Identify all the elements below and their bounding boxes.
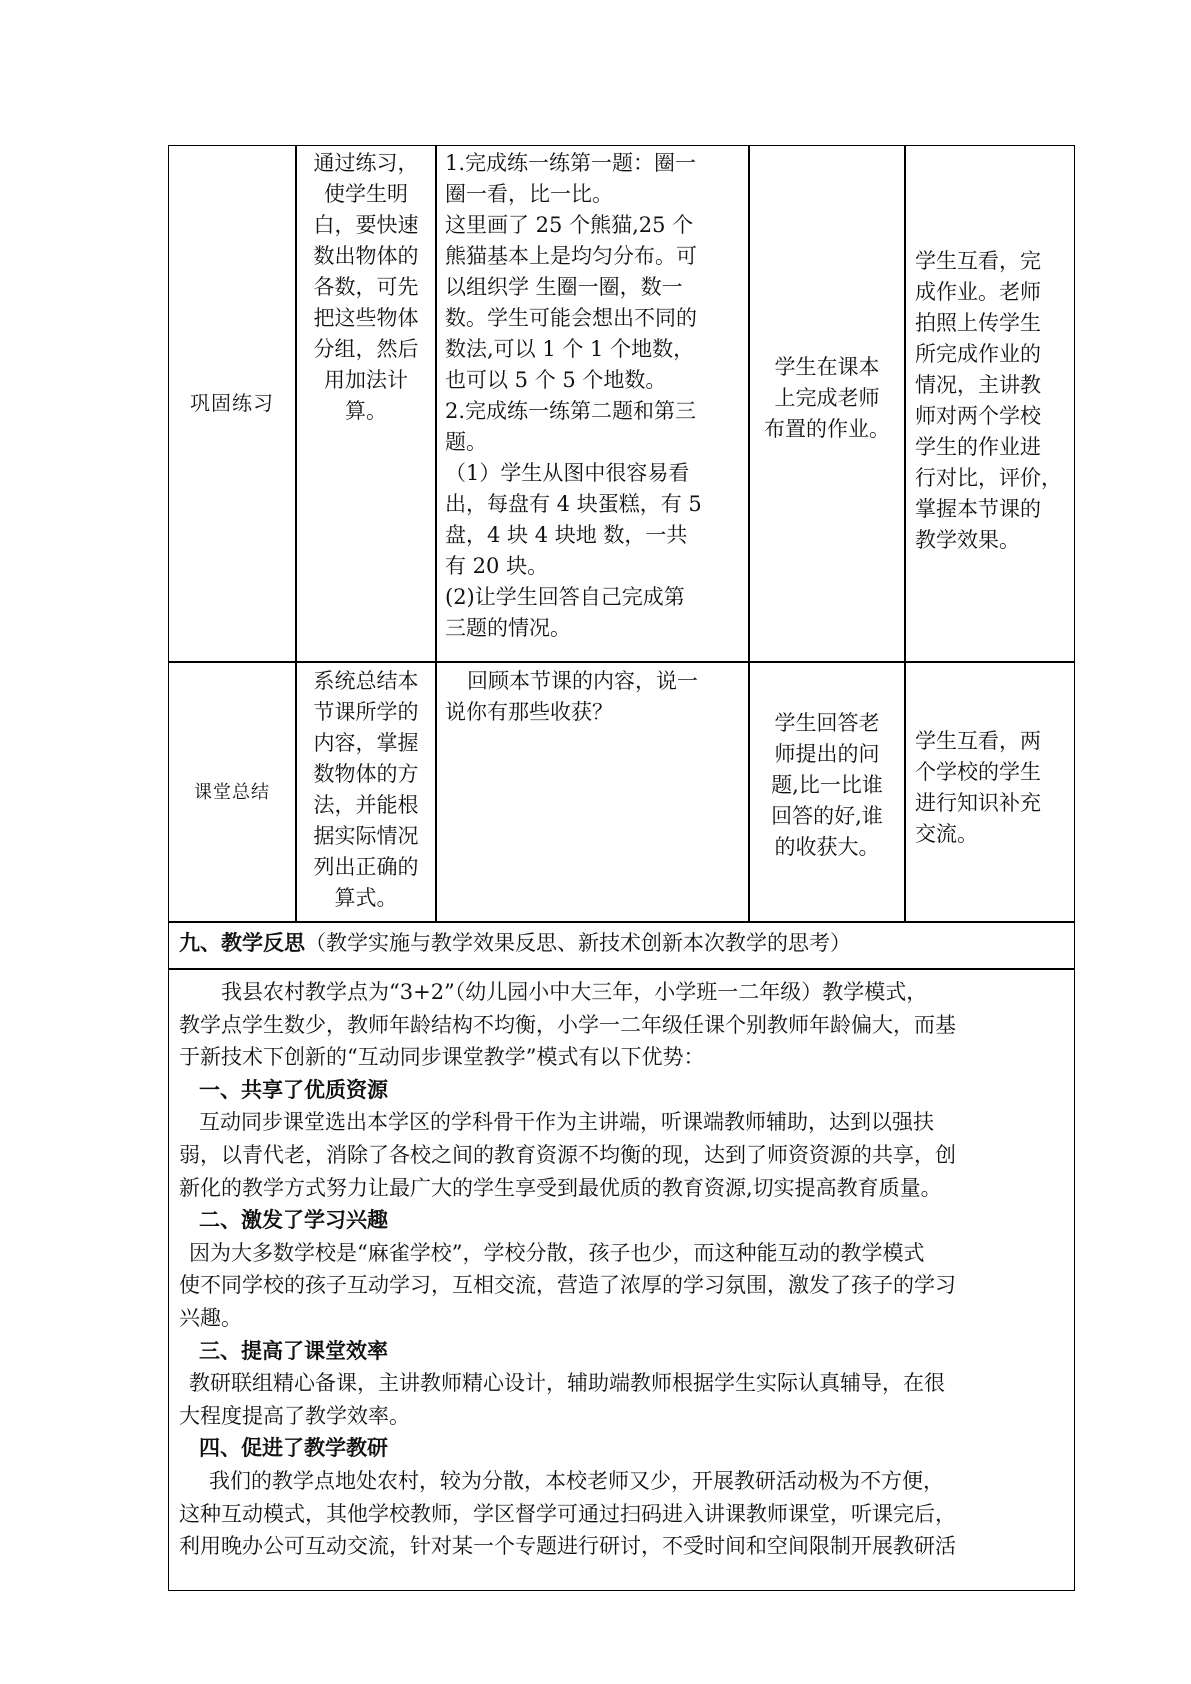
text-line: 新化的教学方式努力让最广大的学生享受到最优质的教育资源,切实提高教育质量。 <box>179 1175 942 1200</box>
tech-cell <box>915 246 1073 556</box>
text-line: 列出正确的 <box>313 855 419 879</box>
text-line: (2)让学生回答自己完成第 <box>445 585 685 609</box>
section-heading: 二、激发了学习兴趣 <box>199 1207 388 1233</box>
text-line: 大程度提高了教学效率。 <box>179 1403 410 1428</box>
text-line: 数法,可以 1 个 1 个地数， <box>445 337 695 361</box>
text-line: 的收获大。 <box>774 835 880 859</box>
text-line: 交流。 <box>915 822 978 846</box>
text-line: 进行知识补充 <box>915 791 1041 815</box>
section-heading: 四、促进了教学教研 <box>199 1435 388 1461</box>
student-activity-cell <box>750 352 904 445</box>
row-divider <box>169 661 1074 663</box>
text-line: 学生回答老 <box>774 711 880 735</box>
text-line: 使学生明 <box>324 182 408 206</box>
text-line: 师提出的问 <box>774 742 880 766</box>
text-line: 分组，然后 <box>313 337 419 361</box>
text-line: 教学效果。 <box>915 528 1020 552</box>
text-line: 学生互看，两 <box>915 729 1041 753</box>
text-line: 把这些物体 <box>313 306 419 330</box>
text-line: 有 20 块。 <box>445 554 549 578</box>
text-line: 据实际情况 <box>313 824 419 848</box>
text-line: 学生在课本 <box>774 355 880 379</box>
text-line: 以组织学 生圈一圈，数一 <box>445 275 683 299</box>
text-line: 说你有那些收获？ <box>445 700 613 724</box>
text-line: 回顾本节课的内容，说一 <box>467 669 698 693</box>
text-line: 师对两个学校 <box>915 404 1041 428</box>
text-line: 成作业。老师 <box>915 280 1041 304</box>
text-line: 学生的作业进 <box>915 435 1041 459</box>
column-divider <box>435 146 437 921</box>
student-activity-cell <box>750 708 904 863</box>
text-line: 拍照上传学生 <box>915 311 1041 335</box>
text-line: 兴趣。 <box>179 1305 242 1330</box>
text-line: 系统总结本 <box>313 669 419 693</box>
stage-label: 巩固练习 <box>190 391 274 415</box>
activity-cell <box>445 666 745 728</box>
text-line: 情况，主讲教 <box>915 373 1041 397</box>
text-line: 上完成老师 <box>774 386 880 410</box>
text-line: 三题的情况。 <box>445 616 571 640</box>
reflection-header <box>179 927 1069 959</box>
text-line: 法，并能根 <box>313 793 419 817</box>
stage-cell <box>169 146 295 661</box>
text-line: 圈一看，比一比。 <box>445 182 613 206</box>
text-line: 内容，掌握 <box>313 731 419 755</box>
text-line: 题,比一比谁 <box>771 773 883 797</box>
reflection-body <box>179 976 1069 1563</box>
text-line: 通过练习， <box>313 151 419 175</box>
text-line: 学生互看，完 <box>915 249 1041 273</box>
text-line: （1）学生从图中很容易看 <box>445 461 690 485</box>
text-line: 教学点学生数少，教师年龄结构不均衡，小学一二年级任课个别教师年龄偏大，而基 <box>179 1012 956 1037</box>
reflection-title: 九、教学反思 <box>179 930 305 955</box>
stage-cell <box>169 663 295 921</box>
text-line: 所完成作业的 <box>915 342 1041 366</box>
lesson-plan-table <box>168 145 1075 1591</box>
text-line: 因为大多数学校是“麻雀学校”，学校分散，孩子也少，而这种能互动的教学模式 <box>189 1240 925 1265</box>
intent-cell <box>297 148 435 427</box>
text-line: 出，每盘有 4 块蛋糕，有 5 <box>445 492 702 516</box>
text-line: 算式。 <box>334 886 398 910</box>
text-line: 利用晚办公可互动交流，针对某一个专题进行研讨，不受时间和空间限制开展教研活 <box>179 1534 956 1559</box>
text-line: 熊猫基本上是均匀分布。可 <box>445 244 697 268</box>
section-heading: 三、提高了课堂效率 <box>199 1337 388 1363</box>
text-line: 数。学生可能会想出不同的 <box>445 306 697 330</box>
text-line: 使不同学校的孩子互动学习，互相交流，营造了浓厚的学习氛围，激发了孩子的学习 <box>179 1273 956 1298</box>
tech-cell <box>915 726 1073 850</box>
text-line: 用加法计 <box>324 368 408 392</box>
text-line: 各数，可先 <box>313 275 419 299</box>
stage-label: 课堂总结 <box>194 781 270 803</box>
intent-cell <box>297 666 435 914</box>
text-line: 回答的好,谁 <box>771 804 883 828</box>
text-line: 掌握本节课的 <box>915 497 1041 521</box>
text-line: 布置的作业。 <box>764 417 890 441</box>
text-line: 盘，4 块 4 块地 数，一共 <box>445 523 688 547</box>
activity-cell <box>445 148 745 644</box>
text-line: 1.完成练一练第一题：圈一 <box>445 151 697 175</box>
text-line: 弱，以青代老，消除了各校之间的教育资源不均衡的现，达到了师资资源的共享，创 <box>179 1142 956 1167</box>
reflection-subtitle: （教学实施与教学效果反思、新技术创新本次教学的思考） <box>305 931 851 955</box>
text-line: 2.完成练一练第二题和第三 <box>445 399 697 423</box>
text-line: 白，要快速 <box>313 213 419 237</box>
text-line: 于新技术下创新的“互动同步课堂教学”模式有以下优势： <box>179 1045 705 1070</box>
text-line: 这里画了 25 个熊猫,25 个 <box>445 213 694 237</box>
row-divider <box>169 921 1074 923</box>
text-line: 教研联组精心备课，主讲教师精心设计，辅助端教师根据学生实际认真辅导，在很 <box>189 1371 945 1396</box>
text-line: 算。 <box>345 399 387 423</box>
text-line: 我县农村教学点为“3+2”（幼儿园小中大三年，小学班一二年级）教学模式， <box>221 980 928 1004</box>
text-line: 个学校的学生 <box>915 760 1041 784</box>
text-line: 行对比，评价， <box>915 466 1062 490</box>
text-line: 数出物体的 <box>313 244 419 268</box>
column-divider <box>904 146 906 921</box>
section-heading: 一、共享了优质资源 <box>199 1076 388 1102</box>
text-line: 我们的教学点地处农村，较为分散，本校老师又少，开展教研活动极为不方便， <box>209 1468 944 1493</box>
text-line: 节课所学的 <box>313 700 419 724</box>
text-line: 互动同步课堂选出本学区的学科骨干作为主讲端，听课端教师辅助，达到以强扶 <box>199 1110 934 1135</box>
text-line: 这种互动模式，其他学校教师，学区督学可通过扫码进入讲课教师课堂，听课完后， <box>179 1501 956 1526</box>
text-line: 数物体的方 <box>313 762 419 786</box>
text-line: 题。 <box>445 430 487 454</box>
row-divider <box>169 968 1074 970</box>
text-line: 也可以 5 个 5 个地数。 <box>445 368 667 392</box>
